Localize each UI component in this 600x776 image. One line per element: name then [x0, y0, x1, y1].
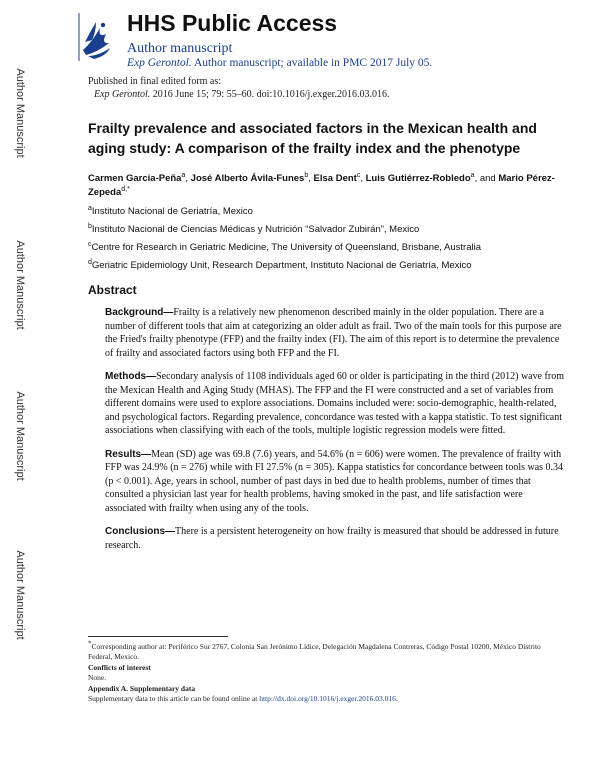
conflicts-heading: Conflicts of interest — [88, 663, 151, 672]
affiliation-text: Instituto Nacional de Ciencias Médicas y Nutrición “Salvador Zubirán”, Mexico — [91, 224, 420, 235]
results-label: Results— — [105, 448, 152, 460]
sidebar-label: Author Manuscript — [14, 240, 26, 330]
author-affiliation-mark: c — [356, 171, 361, 179]
supplementary-note — [88, 694, 558, 704]
pmc-header — [76, 10, 576, 74]
author-affiliation-mark: a — [470, 171, 475, 179]
supplementary-end: . — [395, 694, 398, 703]
affiliation — [88, 259, 564, 272]
supplementary-text: Supplementary data to this article can be found online at — [88, 694, 260, 703]
abstract-conclusions — [105, 525, 564, 552]
author-list: Carmen García-Peña$^a$, José Alberto Ávila-Funes$^b$, Elsa Dent$^c$, Luis Gutiérrez-Robledo$^a$, and Mario Pérez-Zepeda$^{d,*}$ — [88, 171, 555, 198]
author-name: Carmen García-Peña — [88, 173, 182, 184]
methods-label: Methods— — [105, 371, 157, 382]
supplementary-link[interactable]: http://dx.doi.org/10.1016/j.exger.2016.03.016 — [259, 694, 396, 703]
paper-title: Frailty prevalence and associated factors in the Mexican health and aging study: A comparison of the frailty index and the phenotype — [88, 120, 537, 156]
abstract-methods — [105, 370, 564, 438]
corresponding-mark: * — [88, 639, 92, 648]
hhs-eagle-logo-icon — [76, 12, 114, 62]
affiliation — [88, 205, 564, 218]
author-name: Elsa Dent — [313, 173, 357, 184]
author-name: Luis Gutiérrez-Robledo — [365, 173, 471, 184]
availability-line — [127, 57, 432, 69]
citation-text: 2016 June 15; 79: 55–60. doi:10.1016/j.exger.2016.03.016. — [152, 89, 390, 100]
sidebar-label: Author Manuscript — [14, 550, 26, 640]
article-body — [88, 118, 564, 562]
author-name: Mario Pérez-Zepeda — [88, 173, 555, 198]
affiliation — [88, 241, 564, 254]
sidebar-label: Author Manuscript — [14, 391, 26, 481]
affiliation-mark: a — [88, 204, 92, 212]
conclusions-text: There is a persistent heterogeneity on how frailty is measured that should be addressed in future research. — [105, 526, 559, 551]
author-affiliation-mark: d,* — [121, 185, 130, 193]
affiliation-mark: b — [88, 222, 92, 230]
abstract-heading: Abstract — [88, 283, 137, 297]
availability-text: Author manuscript; available in PMC 2017 July 05. — [193, 57, 433, 69]
abstract-background — [105, 306, 564, 360]
affiliation-mark: c — [88, 240, 92, 248]
author-affiliation-mark: b — [304, 171, 309, 179]
affiliation-text: Geriatric Epidemiology Unit, Research Department, Instituto Nacional de Geriatría, Mexico — [91, 260, 472, 271]
author-manuscript-sidebar — [0, 0, 40, 776]
author-name: José Alberto Ávila-Funes — [190, 173, 305, 184]
publication-info — [88, 75, 558, 101]
conflicts-text: None. — [88, 673, 107, 682]
journal-name: Exp Gerontol. — [127, 57, 192, 69]
supplementary-heading: Appendix A. Supplementary data — [88, 684, 196, 693]
sidebar-label: Author Manuscript — [14, 68, 26, 158]
affiliation-text: Instituto Nacional de Geriatría, Mexico — [91, 206, 253, 217]
citation-line — [88, 88, 558, 101]
author-affiliation-mark: a — [181, 171, 186, 179]
corresponding-author-note — [88, 639, 558, 662]
published-label: Published in final edited form as: — [88, 76, 222, 87]
methods-text: Secondary analysis of 1108 individuals aged 60 or older is participating in the third (2012) wave from the Mexican Health and Aging Study (MHAS). The FFP and the FI were constructed and a set of variables from different domains were used to explore associations. Domains included were: socio-demographic, health-related, and psychological factors. Regarding prevalence, concordance was tested with a kappa statistic. To test significant associations when classifying with each of the tools, multiple logistic regression models were fitted. — [105, 371, 564, 436]
footnotes — [88, 639, 558, 704]
affiliation-mark: d — [88, 258, 92, 266]
affiliation-text: Centre for Research in Geriatric Medicine, The University of Queensland, Brisbane, Australia — [91, 242, 482, 253]
results-text: Mean (SD) age was 69.8 (7.6) years, and 54.6% (n = 606) were women. The prevalence of frailty with FFP was 24.9% (n = 276) while with FI 27.5% (n = 305). Kappa statistics for concordance between tools was 0.34 (p < 0.001). Age, years in school, number of past days in bed due to health problems, number of times that consulted a physician last year for health problems, having smoked in the past, and life satisfaction were associated with frailty when using any of the tools. — [105, 448, 564, 514]
background-label: Background— — [105, 307, 174, 318]
background-text: Frailty is a relatively new phenomenon described mainly in the older population. There are a number of different tools that aim at categorizing an older adult as frail. Two of the main tools for this purpose are the Fried's frailty phenotype (FFP) and the frailty index (FI). The aim of this report is to determine the prevalence of frailty and associated factors using both FFP and the FI. — [105, 307, 562, 359]
conclusions-label: Conclusions— — [105, 526, 176, 537]
hhs-title: HHS Public Access — [127, 10, 338, 36]
abstract-results — [105, 448, 564, 516]
footnote-divider — [88, 636, 228, 637]
author-manuscript-label: Author manuscript — [127, 41, 233, 56]
affiliation — [88, 223, 564, 236]
citation-journal: Exp Gerontol. — [94, 89, 151, 100]
corresponding-text: Corresponding author at: Periférico Sur 2767, Colonia San Jerónimo Lídice, Delegación Magdalena Contreras, Código Postal 10200, México Distrito Federal, Mexico. — [88, 642, 541, 661]
